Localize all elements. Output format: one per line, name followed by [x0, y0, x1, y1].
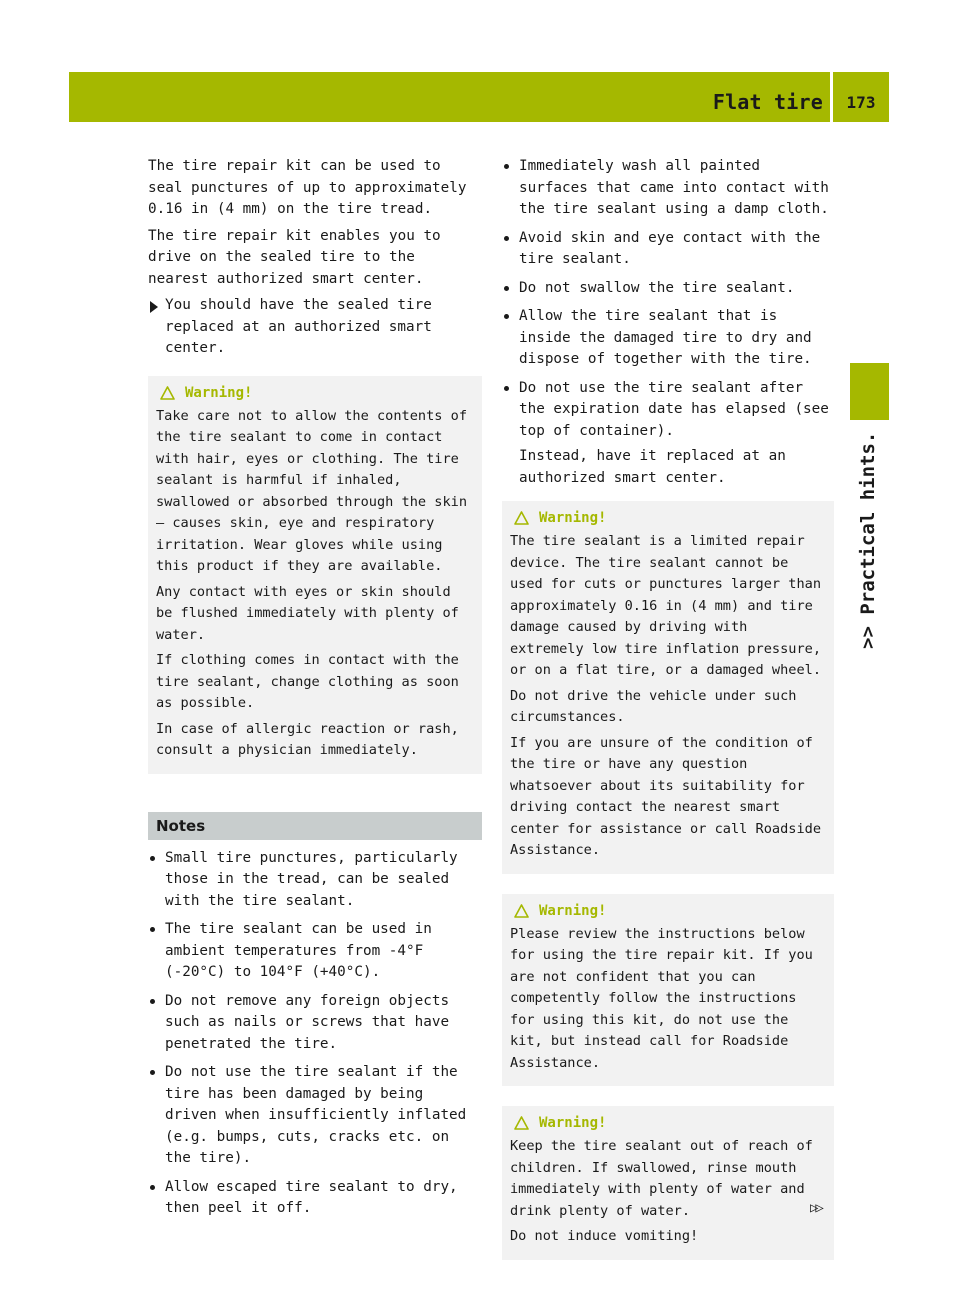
- section-label: >> Practical hints.: [857, 432, 879, 650]
- warning-triangle-icon: [160, 386, 175, 400]
- list-bullet: Do not use the tire sealant after the expiration date has elapsed (see top of container).: [502, 378, 834, 443]
- warning-text: Keep the tire sealant out of reach of children. If swallowed, rinse mouth immediately with plenty of water and drink plenty of water.: [510, 1138, 813, 1219]
- warning-triangle-icon: [514, 511, 529, 525]
- notes-heading: Notes: [156, 816, 206, 835]
- warning-text: Please review the instructions below for using the tire repair kit. If you are not confident that you can competently follow the instructions for using this kit, do not use the kit, but instead call for Roadside Assistance.: [510, 925, 813, 1071]
- warning-box: [502, 501, 834, 874]
- warning-label: Warning!: [185, 384, 253, 401]
- warning-label: Warning!: [539, 1115, 607, 1131]
- warning-box: [502, 894, 834, 1087]
- warning-triangle-icon: [514, 904, 529, 918]
- notes-bullet: Do not remove any foreign objects such as nails or screws that have penetrated the tire.: [148, 991, 482, 1056]
- warning-text: If clothing comes in contact with the tire sealant, change clothing as soon as possible.: [156, 652, 459, 711]
- notes-bullet: Small tire punctures, particularly those in the tread, can be sealed with the tire sealant.: [148, 848, 482, 913]
- warning-text: In case of allergic reaction or rash, consult a physician immediately.: [156, 720, 459, 758]
- page-number: 173: [846, 93, 876, 112]
- warning-heading: [510, 507, 826, 529]
- list-bullet: Avoid skin and eye contact with the tire sealant.: [502, 228, 834, 271]
- warning-box: [502, 1106, 834, 1260]
- page-header: [69, 72, 889, 122]
- header-divider: [830, 72, 833, 122]
- section-tab: [850, 363, 889, 420]
- list-bullet: Immediately wash all painted surfaces that came into contact with the tire sealant using a damp cloth.: [502, 156, 834, 221]
- warning-text: If you are unsure of the condition of the tire or have any question whatsoever about its suitability for driving contact the nearest smart center for assistance or call Roadside Assistance.: [510, 734, 821, 858]
- bullet-continuation: Instead, have it replaced at an authorized smart center.: [519, 448, 786, 486]
- continue-arrows-icon: ▷▷: [810, 1200, 821, 1216]
- warning-label: Warning!: [539, 902, 607, 919]
- notes-bullet: The tire sealant can be used in ambient temperatures from -4°F (-20°C) to 104°F (+40°C).: [148, 919, 482, 984]
- warning-box: [148, 376, 482, 774]
- right-column: [502, 156, 834, 1280]
- notes-bullet: Allow escaped tire sealant to dry, then peel it off.: [148, 1177, 482, 1220]
- warning-heading: [510, 1112, 826, 1134]
- list-bullet: Do not swallow the tire sealant.: [502, 278, 834, 300]
- list-bullet: Allow the tire sealant that is inside the damaged tire to dry and dispose of together with the tire.: [502, 306, 834, 371]
- warning-text: The tire sealant is a limited repair device. The tire sealant cannot be used for cuts or punctures larger than approximately 0.16 in (4 mm) and tire damage caused by driving with extremely low tire inflation pressure, or on a flat tire, or a damaged wheel.: [510, 533, 821, 678]
- notes-header: [148, 812, 482, 840]
- warning-heading: [510, 900, 826, 922]
- warning-triangle-icon: [514, 1116, 529, 1130]
- intro-paragraph: The tire repair kit enables you to drive on the sealed tire to the nearest authorized smart center.: [148, 227, 441, 287]
- warning-text: Do not drive the vehicle under such circumstances.: [510, 687, 797, 725]
- warning-text: Take care not to allow the contents of the tire sealant to come in contact with hair, eyes or clothing. The tire sealant is harmful if inhaled, swallowed or absorbed through the skin – causes skin, eye and respiratory irritation. Wear gloves while using this product if they are available.: [156, 407, 467, 574]
- intro-paragraph: The tire repair kit can be used to seal punctures of up to approximately 0.16 in (4 mm) on the tire tread.: [148, 158, 467, 217]
- page-title: Flat tire: [712, 90, 823, 114]
- notes-bullet: Do not use the tire sealant if the tire has been damaged by being driven when insufficiently inflated (e.g. bumps, cuts, cracks etc. on the tire).: [148, 1062, 482, 1170]
- left-column: [148, 156, 482, 1227]
- warning-heading: [156, 382, 474, 404]
- instruction-step: You should have the sealed tire replaced at an authorized smart center.: [148, 295, 482, 360]
- warning-label: Warning!: [539, 510, 607, 526]
- warning-text: Any contact with eyes or skin should be flushed immediately with plenty of water.: [156, 583, 459, 643]
- warning-text: Do not induce vomiting!: [510, 1228, 699, 1244]
